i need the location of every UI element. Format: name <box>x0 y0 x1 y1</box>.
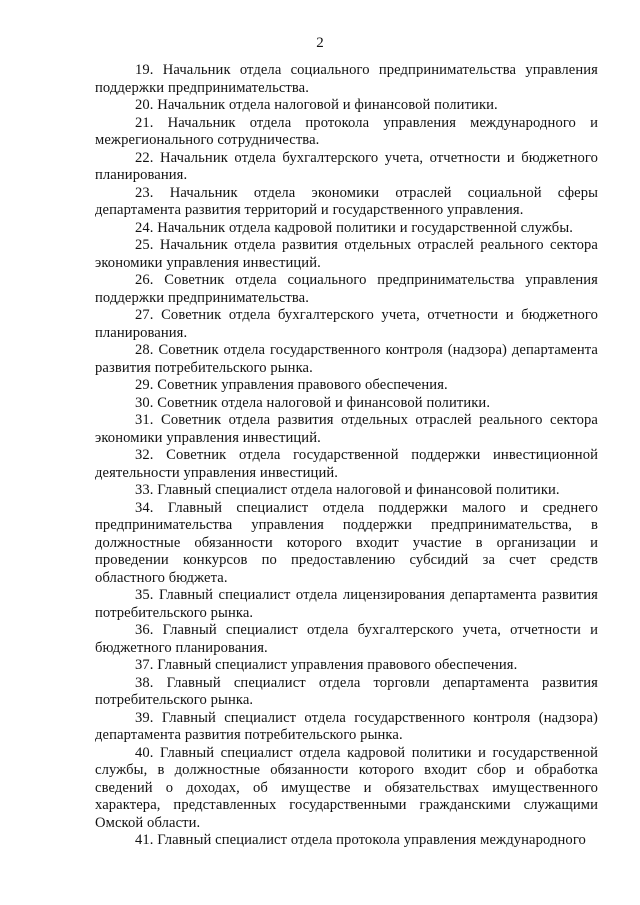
list-item-27: 27. Советник отдела бухгалтерского учета, отчетности и бюджетного планирования. <box>95 307 598 341</box>
list-item-28: 28. Советник отдела государственного контроля (надзора) департамента развития потребительского рынка. <box>95 342 598 376</box>
list-item-37: 37. Главный специалист управления правового обеспечения. <box>135 657 518 673</box>
list-item-25: 25. Начальник отдела развития отдельных отраслей реального сектора экономики управления инвестиций. <box>95 237 598 271</box>
list-item-24: 24. Начальник отдела кадровой политики и государственной службы. <box>135 219 573 236</box>
list-item-21: 21. Начальник отдела протокола управления международного и межрегионального сотрудничества. <box>95 114 598 148</box>
list-item-33: 33. Главный специалист отдела налоговой и финансовой политики. <box>135 482 560 498</box>
list-item-29: 29. Советник управления правового обеспечения. <box>135 377 448 393</box>
list-item-40: 40. Главный специалист отдела кадровой политики и государственной службы, в должностные обязанности которого входит сбор и обработка сведений о доходах, об имуществе и обязательствах имущественного характера, представленных государственными гражданскими служащими Омской области. <box>95 744 598 831</box>
list-item-32: 32. Советник отдела государственной поддержки инвестиционной деятельности управления инвестиций. <box>95 447 598 481</box>
list-item-35: 35. Главный специалист отдела лицензирования департамента развития потребительского рынка. <box>95 587 598 621</box>
document-body <box>95 62 598 850</box>
list-item-36: 36. Главный специалист отдела бухгалтерского учета, отчетности и бюджетного планирования. <box>95 622 598 656</box>
list-item-38: 38. Главный специалист отдела торговли департамента развития потребительского рынка. <box>95 674 598 708</box>
page-number: 2 <box>316 35 324 51</box>
list-item-22: 22. Начальник отдела бухгалтерского учета, отчетности и бюджетного планирования. <box>95 149 598 183</box>
list-item-23: 23. Начальник отдела экономики отраслей социальной сферы департамента развития территорий и государственного управления. <box>95 184 598 218</box>
list-item-26: 26. Советник отдела социального предпринимательства управления поддержки предпринимательства. <box>95 272 598 306</box>
list-item-20: 20. Начальник отдела налоговой и финансовой политики. <box>135 97 498 113</box>
list-item-30: 30. Советник отдела налоговой и финансовой политики. <box>135 394 491 411</box>
list-item-34: 34. Главный специалист отдела поддержки малого и среднего предпринимательства управления поддержки предпринимательства, в должностные обязанности которого входит участие в организации и проведении конкурсов по предоставлению субсидий за счет средств областного бюджета. <box>95 499 598 586</box>
list-item-31: 31. Советник отдела развития отдельных отраслей реального сектора экономики управления инвестиций. <box>95 412 598 446</box>
list-item-41: 41. Главный специалист отдела протокола управления международного <box>135 832 586 848</box>
list-item-39: 39. Главный специалист отдела государственного контроля (надзора) департамента развития потребительского рынка. <box>95 709 598 743</box>
list-item-19: 19. Начальник отдела социального предпринимательства управления поддержки предпринимательства. <box>95 62 598 96</box>
